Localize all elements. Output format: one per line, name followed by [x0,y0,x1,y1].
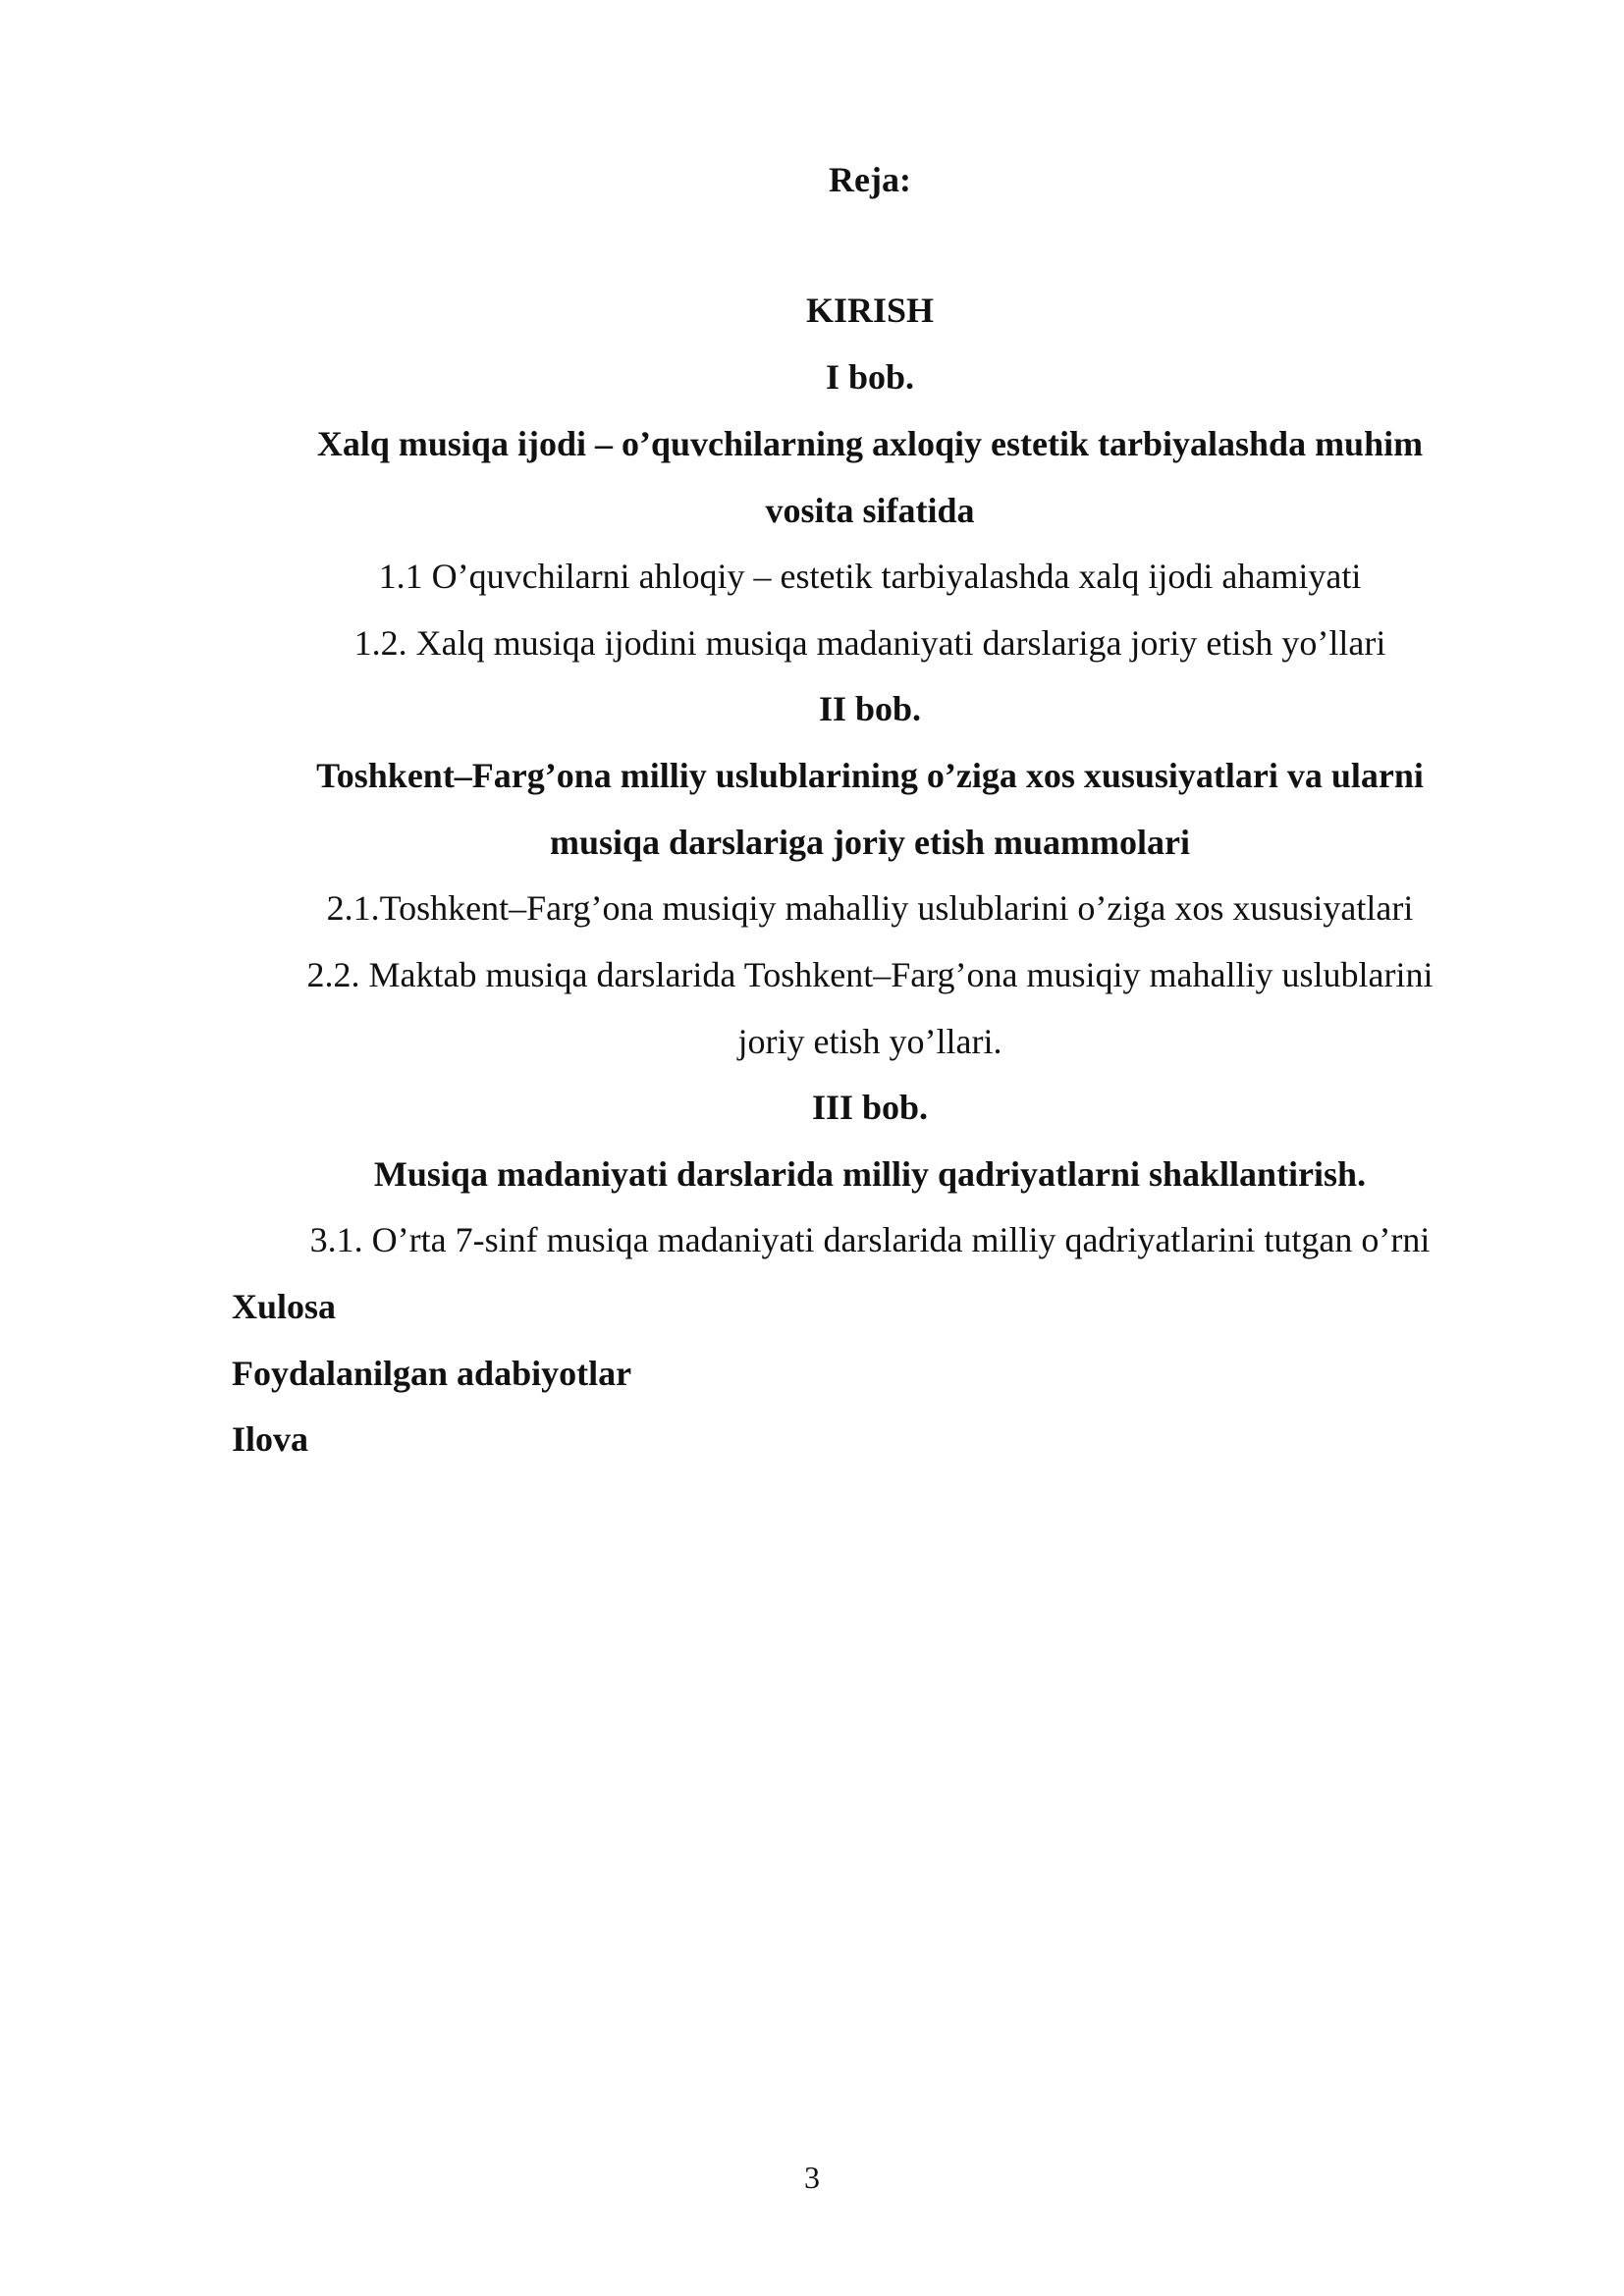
chapter2-title-line2: musiqa darslariga joriy etish muammolari [550,823,1190,862]
page-number: 3 [804,2160,820,2195]
chapter2-label: II bob. [818,689,922,728]
chapter1-title-line1: Xalq musiqa ijodi – o’quvchilarning axloqiy estetik tarbiyalashda muhim [316,424,1424,463]
section-2-1: 2.1.Toshkent–Farg’ona musiqiy mahalliy uslublarini o’ziga xos xususiyatlari [326,888,1414,928]
conclusion-heading: Xulosa [232,1287,337,1326]
references-heading: Foydalanilgan adabiyotlar [232,1354,632,1393]
intro-heading: KIRISH [805,291,935,330]
section-1-2: 1.2. Xalq musiqa ijodini musiqa madaniyati darslariga joriy etish yo’llari [353,623,1386,663]
section-1-1: 1.1 O’quvchilarni ahloqiy – estetik tarbiyalashda xalq ijodi ahamiyati [378,557,1362,596]
chapter1-title-line2: vosita sifatida [765,491,975,530]
chapter3-label: III bob. [811,1088,929,1127]
chapter2-title-line1: Toshkent–Farg’ona milliy uslublarining o’ziga xos xususiyatlari va ularni [316,756,1424,795]
plan-title: Reja: [829,160,911,199]
appendix-heading: Ilova [232,1419,309,1459]
chapter1-label: I bob. [825,357,915,397]
section-2-2-line1: 2.2. Maktab musiqa darslarida Toshkent–Farg’ona musiqiy mahalliy uslublarini [306,955,1434,994]
chapter3-title: Musiqa madaniyati darslarida milliy qadriyatlarni shakllantirish. [373,1154,1367,1194]
section-3-1: 3.1. O’rta 7-sinf musiqa madaniyati darslarida milliy qadriyatlarini tutgan o’rni [309,1220,1431,1259]
section-2-2-line2: joriy etish yo’llari. [737,1022,1002,1061]
